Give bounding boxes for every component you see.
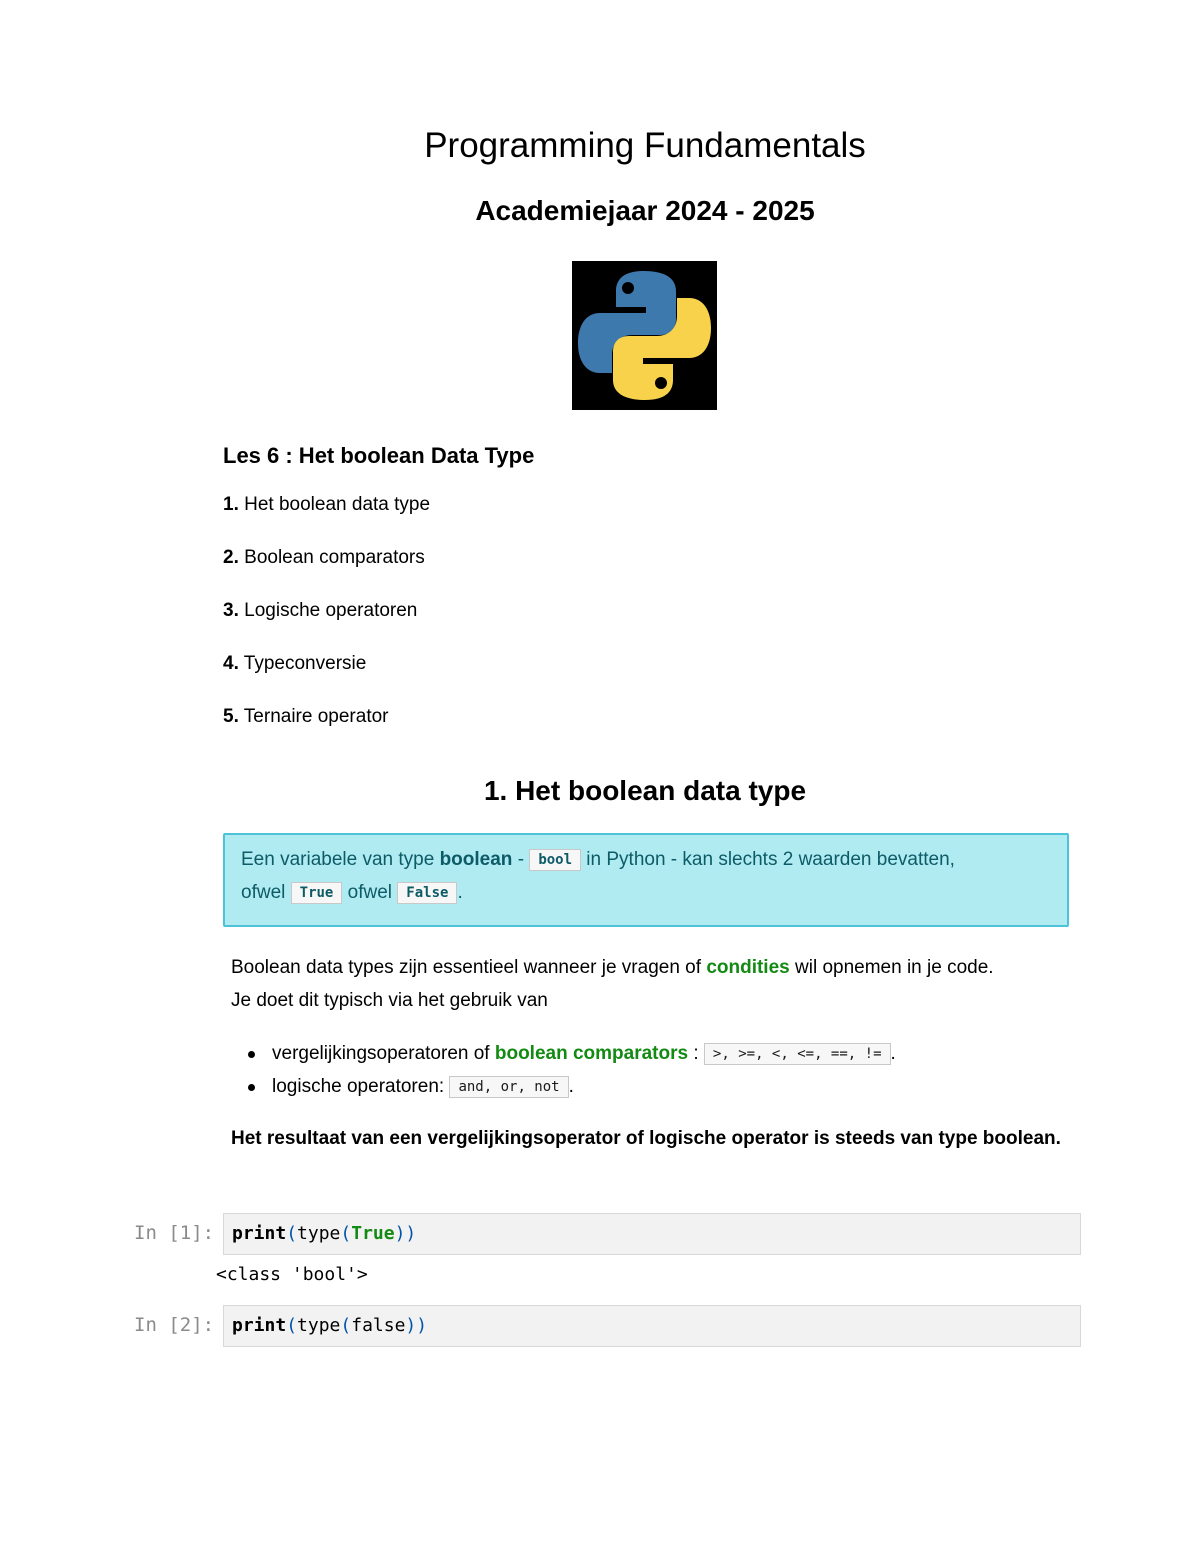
cell-prompt: In [2]: [134,1314,215,1336]
toc-item: 4. Typeconversie [223,653,367,674]
document-subtitle: Academiejaar 2024 - 2025 [475,195,815,226]
document-title: Programming Fundamentals [424,126,866,165]
toc-item: 1. Het boolean data type [223,494,431,515]
code-cell-output: <class 'bool'> [216,1264,368,1285]
list-item: logische operatoren: and, or, not . [244,1070,896,1103]
intro-paragraph: Boolean data types zijn essentieel wanneer je vragen of condities wil opnemen in je code. Je doet dit typisch via het gebruik van [231,957,994,1011]
section-heading: 1. Het boolean data type [483,775,807,806]
code-cell-input[interactable]: print(type(false)) [223,1305,1081,1347]
toc-item: 2. Boolean comparators [223,547,425,568]
toc-item: 3. Logische operatoren [223,600,418,621]
table-of-contents [223,490,430,755]
python-logo-icon [572,261,717,410]
inline-code: >, >=, <, <=, ==, != [704,1043,891,1065]
bullet-icon [248,1051,255,1058]
lesson-heading: Les 6 : Het boolean Data Type [223,443,535,468]
inline-code: and, or, not [449,1076,568,1098]
inline-code: False [397,882,457,904]
inline-code: True [291,882,343,904]
inline-code: bool [529,849,581,871]
list-item: vergelijkingsoperatoren of boolean comparators : >, >=, <, <=, ==, != . [244,1037,896,1070]
bold-statement: Het resultaat van een vergelijkingsoperator of logische operator is steeds van type boolean. [231,1128,1061,1149]
info-callout: Een variabele van type boolean - bool in Python - kan slechts 2 waarden bevatten, ofwel True ofwel False . [223,833,1069,927]
bullet-list [244,1037,896,1103]
bullet-icon [248,1084,255,1091]
code-cell-input[interactable]: print(type(True)) [223,1213,1081,1255]
cell-prompt: In [1]: [134,1222,215,1244]
toc-item: 5. Ternaire operator [223,706,389,727]
